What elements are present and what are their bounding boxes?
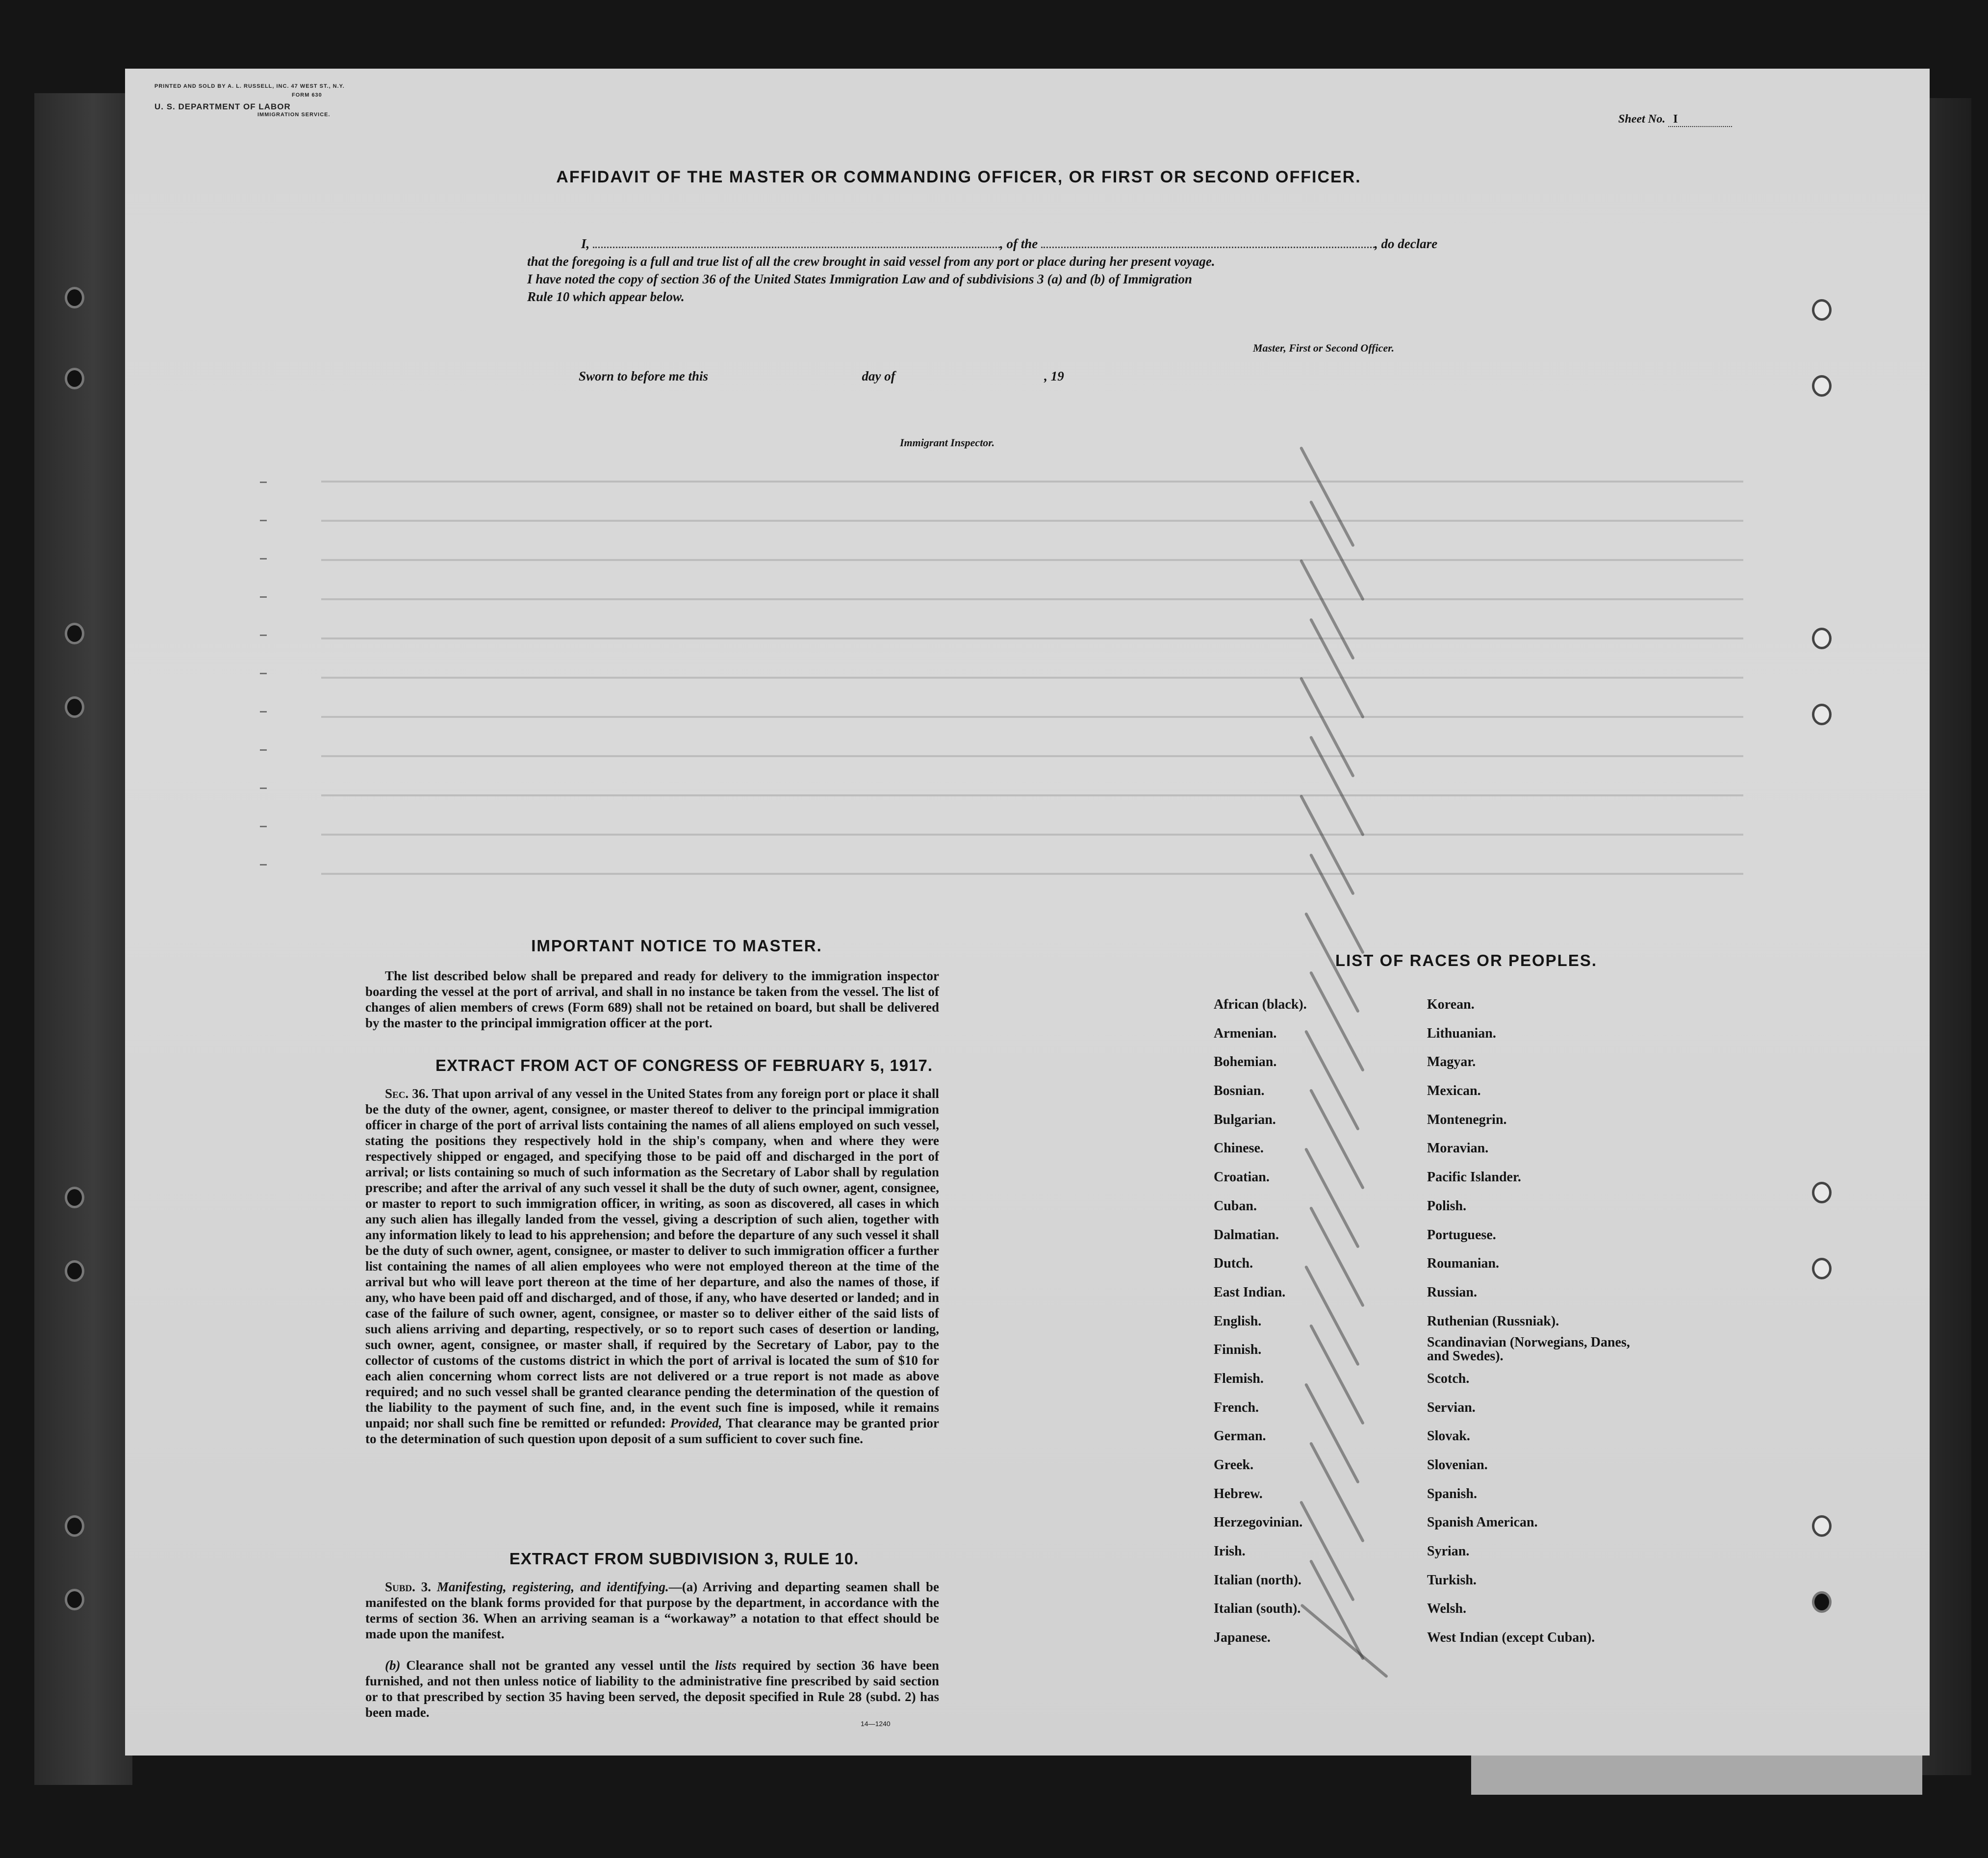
race-item: Pacific Islander. bbox=[1427, 1170, 1521, 1185]
races-left-column bbox=[1214, 991, 1307, 1653]
pencil-mark bbox=[1304, 1265, 1360, 1366]
affidavit-line-4: Rule 10 which appear below. bbox=[527, 289, 685, 304]
race-item: Montenegrin. bbox=[1427, 1112, 1507, 1127]
affidavit-line-2: that the foregoing is a full and true list of all the crew brought in said vessel from any port or place during her present voyage. bbox=[527, 254, 1215, 269]
race-item: Italian (north). bbox=[1214, 1572, 1301, 1588]
bleed-through-row bbox=[321, 481, 1743, 483]
pencil-mark bbox=[1300, 1501, 1355, 1602]
manifest-sheet bbox=[125, 69, 1930, 1756]
rule-b-lists: lists bbox=[715, 1658, 737, 1673]
races-title: LIST OF RACES OR PEOPLES. bbox=[1335, 951, 1598, 969]
row-dash bbox=[260, 711, 267, 713]
binder-hole-icon bbox=[1812, 628, 1832, 649]
bleed-through-row bbox=[321, 637, 1743, 639]
rule-a-text: —(a) Arriving and departing seamen shall be manifested on the blank forms provided for that purpose by the department, in accordance with the terms of section 36. When an arriving seaman is a “workaway” a notation to that effect should be made upon the manifest. bbox=[365, 1579, 939, 1641]
row-dash bbox=[260, 482, 267, 483]
rule-subd-label: Subd. 3. bbox=[385, 1579, 431, 1594]
race-item: Dutch. bbox=[1214, 1256, 1253, 1272]
act-body-end: That clearance may be granted prior to the determination of such question upon deposit of a sum sufficient to cover such fine. bbox=[365, 1416, 940, 1446]
rule-text-b bbox=[365, 1657, 939, 1720]
binder-hole-icon bbox=[65, 696, 84, 718]
pencil-mark bbox=[1304, 1147, 1360, 1248]
act-title: EXTRACT FROM ACT OF CONGRESS OF FEBRUARY 5, 1917. bbox=[435, 1056, 933, 1074]
race-item: Slovak. bbox=[1427, 1428, 1470, 1444]
bleed-through-row bbox=[321, 520, 1743, 522]
race-item: English. bbox=[1214, 1313, 1262, 1329]
binder-hole-icon bbox=[1812, 375, 1832, 397]
row-dash bbox=[260, 596, 267, 598]
binder-hole-icon bbox=[65, 1260, 84, 1282]
rule-b-text-2: required by section 36 have been furnished, and not then unless notice of liability to the administrative fine prescribed by said section or to that prescribed by section 35 having been served, the deposit specified in Rule 28 (subd. 2) has been made. bbox=[365, 1658, 939, 1720]
rule-b-label: (b) bbox=[385, 1658, 401, 1673]
rule-b-text-1: Clearance shall not be granted any vessel until the bbox=[406, 1658, 710, 1673]
race-item: Welsh. bbox=[1427, 1601, 1467, 1617]
race-item: Spanish. bbox=[1427, 1486, 1477, 1502]
binder-hole-icon bbox=[65, 1515, 84, 1537]
race-item: Lithuanian. bbox=[1427, 1025, 1496, 1041]
affidavit-of-the: , of the bbox=[1000, 236, 1038, 251]
vessel-blank bbox=[1041, 247, 1375, 248]
race-item: Ruthenian (Russniak). bbox=[1427, 1313, 1559, 1329]
sworn-line bbox=[579, 369, 1064, 384]
race-item: African (black). bbox=[1214, 997, 1307, 1012]
affidavit-i: I, bbox=[581, 236, 590, 251]
bleed-through-row bbox=[321, 794, 1743, 796]
row-dash bbox=[260, 635, 267, 636]
master-signature-label: Master, First or Second Officer. bbox=[1253, 342, 1395, 354]
row-dash bbox=[260, 788, 267, 789]
service-label: IMMIGRATION SERVICE. bbox=[257, 112, 331, 118]
pencil-mark bbox=[1300, 1603, 1388, 1678]
race-item: Russian. bbox=[1427, 1284, 1477, 1300]
inspector-signature-label: Immigrant Inspector. bbox=[900, 436, 995, 449]
pencil-mark bbox=[1300, 677, 1355, 778]
pencil-mark bbox=[1309, 1442, 1365, 1543]
binder-hole-icon bbox=[1812, 1258, 1832, 1279]
race-item: Flemish. bbox=[1214, 1371, 1264, 1386]
binder-left-board bbox=[34, 93, 132, 1785]
race-item: Finnish. bbox=[1214, 1342, 1262, 1358]
binder-hole-icon bbox=[1812, 1515, 1832, 1537]
race-item: Bohemian. bbox=[1214, 1054, 1277, 1070]
row-dash bbox=[260, 520, 267, 521]
binder-hole-icon bbox=[65, 1589, 84, 1610]
row-dash bbox=[260, 864, 267, 865]
rule-subd-heading: Manifesting, registering, and identifying. bbox=[436, 1579, 669, 1594]
binder-hole-icon bbox=[65, 1187, 84, 1208]
form-number-bottom: 14—1240 bbox=[861, 1720, 891, 1728]
sheet-number bbox=[1618, 113, 1732, 127]
race-item: Armenian. bbox=[1214, 1025, 1277, 1041]
department-label: U. S. DEPARTMENT OF LABOR bbox=[154, 102, 291, 111]
row-dash bbox=[260, 826, 267, 827]
binder-hole-icon bbox=[65, 368, 84, 389]
binder-hole-icon bbox=[1812, 704, 1832, 725]
race-item: Polish. bbox=[1427, 1198, 1467, 1214]
race-item: Cuban. bbox=[1214, 1198, 1257, 1214]
pencil-mark bbox=[1309, 618, 1365, 719]
race-item: Croatian. bbox=[1214, 1170, 1270, 1185]
race-item: German. bbox=[1214, 1428, 1266, 1444]
race-item: Irish. bbox=[1214, 1544, 1246, 1559]
day-of-label: day of bbox=[862, 369, 895, 383]
pencil-mark bbox=[1304, 1030, 1360, 1131]
race-item: West Indian (except Cuban). bbox=[1427, 1630, 1595, 1646]
race-item: Mexican. bbox=[1427, 1083, 1481, 1099]
binder-hole-icon bbox=[65, 623, 84, 644]
row-dash bbox=[260, 558, 267, 560]
race-item: Bosnian. bbox=[1214, 1083, 1265, 1099]
pencil-mark bbox=[1309, 1559, 1365, 1660]
race-item: Herzegovinian. bbox=[1214, 1515, 1303, 1530]
sheet-number-value: I bbox=[1668, 113, 1732, 127]
affidavit-declare: , do declare bbox=[1375, 236, 1438, 251]
bleed-through-row bbox=[321, 755, 1743, 757]
sworn-label: Sworn to before me this bbox=[579, 369, 709, 383]
notice-text: The list described below shall be prepared and ready for delivery to the immigration inspector boarding the vessel at the port of arrival, and shall in no instance be taken from the vessel. The list of changes of alien members of crews (Form 689) shall not be retained on board, but shall be delivered by the master to the principal immigration officer at the port. bbox=[365, 968, 939, 1030]
affidavit-line-1 bbox=[581, 236, 1437, 252]
act-provided: Provided, bbox=[670, 1416, 722, 1430]
binder-hole-icon bbox=[65, 287, 84, 308]
binder-hole-icon bbox=[1812, 1182, 1832, 1203]
race-item: Chinese. bbox=[1214, 1141, 1264, 1156]
race-item: Scotch. bbox=[1427, 1371, 1470, 1386]
pencil-mark bbox=[1300, 559, 1355, 660]
year-label: , 19 bbox=[1044, 369, 1064, 383]
race-item: Spanish American. bbox=[1427, 1515, 1538, 1530]
pencil-mark bbox=[1304, 1383, 1360, 1484]
bleed-through-row bbox=[321, 834, 1743, 836]
race-item: Servian. bbox=[1427, 1400, 1476, 1415]
binder-hole-icon bbox=[1812, 299, 1832, 321]
bleed-through-row bbox=[321, 677, 1743, 679]
act-section-label: Sec. 36. bbox=[385, 1086, 429, 1101]
bleed-through-row bbox=[321, 716, 1743, 718]
affidavit-title: AFFIDAVIT OF THE MASTER OR COMMANDING OFFICER, OR FIRST OR SECOND OFFICER. bbox=[556, 168, 1361, 186]
bleed-through-row bbox=[321, 873, 1743, 875]
race-item: Portuguese. bbox=[1427, 1227, 1496, 1243]
row-dash bbox=[260, 673, 267, 674]
race-item: Japanese. bbox=[1214, 1630, 1271, 1646]
notice-title: IMPORTANT NOTICE TO MASTER. bbox=[531, 937, 822, 955]
printer-imprint: PRINTED AND SOLD BY A. L. RUSSELL, INC. 47 WEST ST., N.Y. bbox=[154, 83, 345, 89]
race-item: Korean. bbox=[1427, 997, 1475, 1012]
race-item: Scandinavian (Norwegians, Danes, and Swedes). bbox=[1427, 1335, 1630, 1364]
races-right-column bbox=[1427, 991, 1633, 1653]
act-text bbox=[365, 1086, 939, 1447]
sheet-number-label: Sheet No. bbox=[1618, 113, 1665, 126]
act-body: That upon arrival of any vessel in the United States from any foreign port or place it shall be the duty of the owner, agent, consignee, or master thereof to deliver to the principal immigration officer in charge of the port of arrival lists containing the names of all aliens employed on such vessel, stating the positions they respectively hold in the ship's company, when and where they were respectively shipped or engaged, and specifying those to be paid off and discharged in the port of arrival; or lists containing so much of such information as the Secretary of Labor shall by regulation prescribe; and after the arrival of any such vessel it shall be the duty of such owner, agent, consignee, or master to report to such immigration officer, in writing, as soon as discovered, all cases in which any such alien has illegally landed from the vessel, giving a description of such alien, together with any information likely to lead to his apprehension; and before the departure of any such vessel it shall be the duty of such owner, agent, consignee, or master to deliver to such immigration officer a further list containing the names of all alien employees who were not employed thereon at the time of the arrival but who will leave port thereon at the time of her departure, and also the names of those, if any, who have been paid off and discharged, and of those, if any, who have deserted or landed; and in case of the failure of such owner, agent, consignee, or master so to deliver either of the said lists of such aliens arriving and departing, respectively, or so to report such cases of desertion or landing, such owner, agent, consignee, or master shall, if required by the Secretary of Labor, pay to the collector of customs of the customs district in which the port of arrival is located the sum of $10 for each alien concerning whom correct lists are not delivered or a true report is not made as above required; and no such vessel shall be granted clearance pending the determination of the question of the liability to the payment of such fine, and, in the event such fine is imposed, while it remains unpaid; nor shall such fine be remitted or refunded: bbox=[365, 1086, 939, 1430]
race-item: Italian (south). bbox=[1214, 1601, 1301, 1617]
row-dash bbox=[260, 749, 267, 751]
form-number-top: FORM 630 bbox=[292, 92, 322, 98]
bleed-through-row bbox=[321, 559, 1743, 561]
race-item: Slovenian. bbox=[1427, 1457, 1488, 1473]
pencil-mark bbox=[1309, 736, 1365, 837]
race-item: Roumanian. bbox=[1427, 1256, 1500, 1272]
race-item: Turkish. bbox=[1427, 1572, 1477, 1588]
affidavit-line-3: I have noted the copy of section 36 of the United States Immigration Law and of subdivisions 3 (a) and (b) of Immigration bbox=[527, 272, 1193, 286]
race-item: French. bbox=[1214, 1400, 1259, 1415]
name-blank bbox=[593, 247, 1000, 248]
race-item: Moravian. bbox=[1427, 1141, 1489, 1156]
race-item: Dalmatian. bbox=[1214, 1227, 1279, 1243]
rule-title: EXTRACT FROM SUBDIVISION 3, RULE 10. bbox=[509, 1550, 859, 1568]
pencil-mark bbox=[1300, 794, 1355, 895]
race-item: Syrian. bbox=[1427, 1544, 1470, 1559]
race-item: East Indian. bbox=[1214, 1284, 1286, 1300]
race-item: Bulgarian. bbox=[1214, 1112, 1276, 1127]
race-item: Greek. bbox=[1214, 1457, 1254, 1473]
bleed-through-row bbox=[321, 598, 1743, 600]
race-item: Magyar. bbox=[1427, 1054, 1476, 1070]
binder-hole-icon bbox=[1812, 1591, 1832, 1613]
race-item: Hebrew. bbox=[1214, 1486, 1263, 1502]
rule-text-a bbox=[365, 1579, 939, 1642]
